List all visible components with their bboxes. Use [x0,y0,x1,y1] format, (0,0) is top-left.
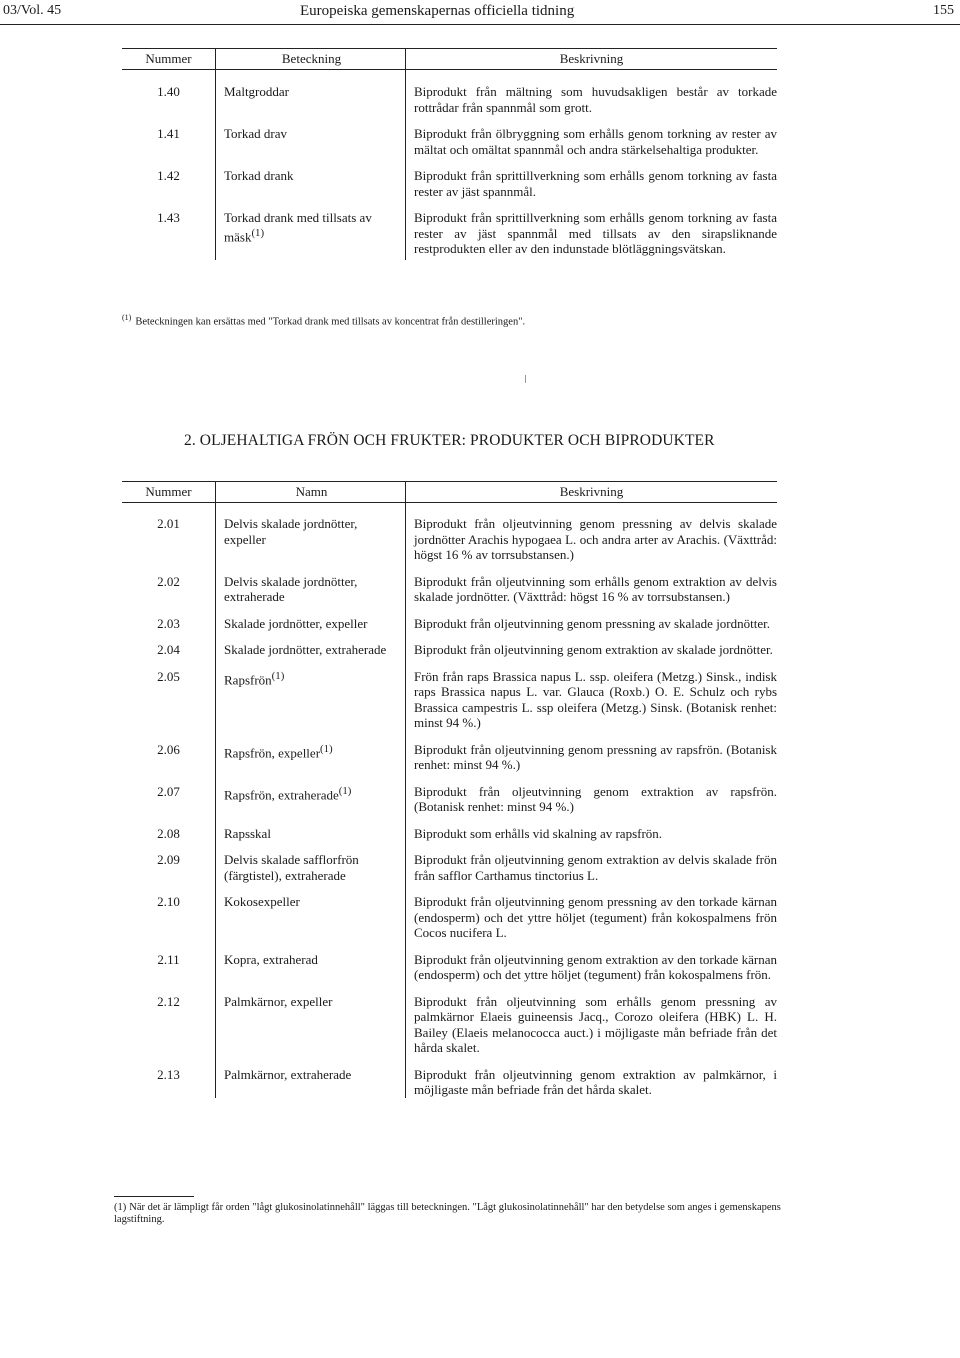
row-designation: Torkad drank [216,168,406,210]
page-reference: 03/Vol. 45 [3,3,62,18]
column-header-number: Nummer [122,482,216,503]
row-name: Palmkärnor, extraherade [216,1067,406,1098]
row-number: 1.40 [157,84,180,99]
section-title: 2. OLJEHALTIGA FRÖN OCH FRUKTER: PRODUKTER OCH BIPRODUKTER [184,432,715,449]
row-number: 1.42 [157,168,180,183]
footnote-text: När det är lämpligt får orden "lågt glukosinolatinnehåll" läggas till beteckningen. "Lågt glukosinolatinnehåll" har den betydelse som anges i gemenskapens lagstiftning. [114,1202,781,1225]
table-row [122,742,777,784]
row-description: Biprodukt från oljeutvinning genom pressning av rapsfrön. (Botanisk renhet: minst 94 %.) [406,742,778,784]
row-number: 2.06 [157,741,180,757]
row-description: Biprodukt från oljeutvinning genom extraktion av den torkade kärnan (endosperm) och det yttre höljet (tegument) från kokospalmens frön. [406,952,778,994]
row-number: 2.12 [157,993,180,1009]
column-header-designation: Beteckning [216,49,406,70]
footnote-marker: (1) [271,669,285,682]
table-row [122,894,777,952]
row-description: Biprodukt från oljeutvinning som erhålls genom pressning av palmkärnor Elaeis guineensis Jacq., Corozo oleifera (HBK) L. H. Bailey (Elaeis melanococca auct.) i möjligaste mån befriade från det hårda skalet. [406,994,778,1067]
page-header [0,0,960,25]
row-designation-text: Torkad drank med tillsats av mäsk [224,210,372,244]
page-footnote [114,1202,789,1226]
row-number: 2.03 [157,615,180,631]
table-row [122,852,777,894]
table-row [122,126,777,168]
row-number: 2.04 [157,642,180,657]
row-name [216,669,406,742]
row-description: Biprodukt från oljeutvinning genom pressning av skalade jordnötter. [406,616,778,643]
row-number: 2.13 [157,1066,180,1082]
footnote-marker: (1) [251,226,265,239]
page-number: 155 [933,3,954,18]
row-name: Delvis skalade safflorfrön (färgtistel), extraherade [216,852,406,894]
row-name: Rapsskal [216,826,406,853]
row-designation: Torkad drav [216,126,406,168]
row-description: Biprodukt från oljeutvinning genom extraktion av delvis skalade frön från safflor Carthamus tinctorius L. [406,852,778,894]
footnote-marker: (1) [122,313,132,322]
row-name: Delvis skalade jordnötter, extraherade [216,574,406,616]
table-row [122,210,777,260]
column-header-description: Beskrivning [406,49,778,70]
footnote-text: Beteckningen kan ersättas med "Torkad drank med tillsats av koncentrat från destilleringen". [135,316,526,328]
table-header-row [122,49,777,70]
row-description: Biprodukt från ölbryggning som erhålls genom torkning av rester av mältat och omältat spannmål och andra stärkelsehaltiga produkter. [406,126,778,168]
row-name: Skalade jordnötter, expeller [216,616,406,643]
row-number: 2.05 [157,668,180,684]
row-name-text: Rapsfrön [224,671,272,687]
row-description: Biprodukt från oljeutvinning genom extraktion av palmkärnor, i möjligaste mån befriade från det hårda skalet. [406,1067,778,1098]
row-description: Biprodukt från oljeutvinning genom pressning av den torkade kärnan (endosperm) och det yttre höljet (tegument) från kokospalmens frön Cocos nucifera L. [406,894,778,952]
row-description: Biprodukt från sprittillverkning som erhålls genom torkning av fasta rester av jäst spannmål med tillsats av den sirapsliknande restprodukten eller av den indunstade blötläggningsvätskan. [406,210,778,260]
table-row [122,952,777,994]
row-number: 2.02 [157,573,180,589]
row-description: Biprodukt från oljeutvinning genom extraktion av rapsfrön. (Botanisk renhet: minst 94 %.) [406,784,778,826]
table-row [122,616,777,643]
table-row [122,1067,777,1098]
table-row [122,669,777,742]
row-number: 2.08 [157,825,180,841]
footnote-marker: (1) [114,1202,127,1213]
row-description: Biprodukt som erhålls vid skalning av rapsfrön. [406,826,778,853]
row-name: Delvis skalade jordnötter, expeller [216,503,406,574]
table-row [122,503,777,574]
row-description: Biprodukt från oljeutvinning som erhålls genom extraktion av delvis skalade jordnötter. (Växttråd: högst 16 % av torrsubstansen.) [406,574,778,616]
row-description: Biprodukt från oljeutvinning genom pressning av delvis skalade jordnötter Arachis hypogaea L. och andra arter av Arachis. (Växttråd: högst 16 % av torrsubstansen.) [406,503,778,574]
table-row [122,70,777,127]
row-number: 2.09 [157,852,180,867]
table-row [122,168,777,210]
row-name [216,784,406,826]
row-number: 2.11 [157,951,180,967]
row-description: Biprodukt från mältning som huvudsakligen består av torkade rottrådar från spannmål som grott. [406,70,778,127]
row-description: Biprodukt från oljeutvinning genom extraktion av skalade jordnötter. [406,642,778,669]
row-name [216,742,406,784]
row-designation [216,210,406,260]
footnote-marker: (1) [338,784,352,797]
footnote-marker: (1) [320,742,333,755]
footnote-divider [114,1196,194,1197]
row-name-text: Rapsfrön, extraherade [224,786,339,802]
column-header-number: Nummer [122,49,216,70]
row-name-text: Rapsfrön, expeller [224,744,321,760]
row-name: Kopra, extraherad [216,952,406,994]
row-number: 2.07 [157,783,180,799]
table-row [122,994,777,1067]
table-row [122,642,777,669]
row-number: 1.43 [157,210,180,225]
row-description: Biprodukt från sprittillverkning som erhålls genom torkning av fasta rester av jäst spannmål. [406,168,778,210]
table-row [122,574,777,616]
row-number: 2.01 [157,516,180,531]
journal-title: Europeiska gemenskapernas officiella tidning [300,3,575,19]
table-header-row [122,482,777,503]
column-header-name: Namn [216,482,406,503]
column-header-description: Beskrivning [406,482,778,503]
row-designation: Maltgroddar [216,70,406,127]
table-malt-products [122,48,777,260]
stray-mark [525,375,526,383]
row-name: Skalade jordnötter, extraherade [216,642,406,669]
row-number: 2.10 [157,894,180,909]
row-name: Palmkärnor, expeller [216,994,406,1067]
table-row [122,784,777,826]
row-number: 1.41 [157,126,180,141]
table-oilseed-products [122,481,777,1098]
table1-footnote [122,313,525,328]
row-description: Frön från raps Brassica napus L. ssp. oleifera (Metzg.) Sinsk., indisk raps Brassica napus L. var. Glauca (Roxb.) O. E. Schulz och rybs Brassica campestris L. ssp oleifera (Metzg.) Sinsk. (Botanisk renhet: minst 94 %.) [406,669,778,742]
table-row [122,826,777,853]
row-name: Kokosexpeller [216,894,406,952]
